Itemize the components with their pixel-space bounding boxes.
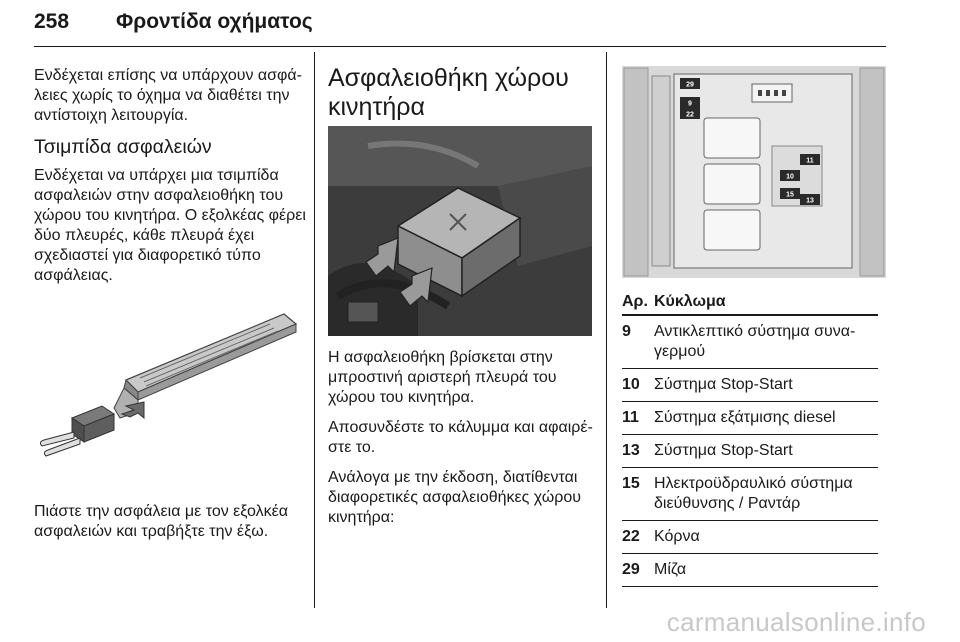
table-row	[622, 554, 878, 587]
fuse-number: 15	[622, 468, 654, 521]
left-column	[34, 66, 306, 296]
fuse-puller-heading: Τσιμπίδα ασφαλειών	[34, 136, 212, 158]
fuse-puller-illustration	[34, 300, 306, 480]
location-text: Η ασφαλειοθήκη βρίσκεται στην μπροστινή αριστερή πλευρά του χώρου του κινητήρα.	[328, 349, 557, 406]
fuse-table-wrap	[622, 292, 878, 587]
fuse-number: 22	[622, 521, 654, 554]
table-row	[622, 435, 878, 468]
table-row	[622, 315, 878, 369]
middle-heading-block	[328, 64, 596, 130]
fuse-number: 10	[622, 369, 654, 402]
fuse-label-11: 11	[806, 157, 814, 165]
engine-fusebox-heading: Ασφαλειοθήκη χώρου κινητήρα	[328, 64, 569, 121]
fuse-puller-caption: Πιάστε την ασφάλεια με τον εξολκέα ασφαλειών και τραβήξτε την έξω.	[34, 503, 289, 540]
col-circuit-header: Κύκλωμα	[654, 292, 878, 315]
left-caption-block	[34, 502, 306, 552]
page-number: 258	[34, 10, 70, 33]
circuit-name: Μίζα	[654, 554, 878, 587]
page-title: Φροντίδα οχήματος	[116, 10, 313, 33]
intro-text: Ενδέχεται επίσης να υπάρχουν ασφά- λειες χωρίς το όχημα να διαθέτει την αντίστοιχη λειτουργία.	[34, 67, 302, 124]
col-no-header: Αρ.	[622, 292, 654, 315]
circuit-name: Αντικλεπτικό σύστημα συνα- γερμού	[654, 315, 878, 369]
column-divider-left	[314, 52, 315, 608]
table-row	[622, 369, 878, 402]
fuse-label-22: 22	[686, 111, 694, 119]
circuit-name: Σύστημα εξάτμισης diesel	[654, 402, 878, 435]
fuse-number: 29	[622, 554, 654, 587]
fusebox-diagram	[622, 66, 886, 278]
table-row	[622, 521, 878, 554]
fuse-label-9: 9	[688, 100, 692, 108]
cover-text: Αποσυνδέστε το κάλυμμα και αφαιρέ- στε το.	[328, 419, 593, 456]
fuse-label-29: 29	[686, 81, 694, 89]
circuit-name: Ηλεκτροϋδραυλικό σύστημα διεύθυνσης / Ραντάρ	[654, 468, 878, 521]
fuse-number: 13	[622, 435, 654, 468]
table-row	[622, 468, 878, 521]
circuit-name: Σύστημα Stop-Start	[654, 369, 878, 402]
fuse-puller-text: Ενδέχεται να υπάρχει μια τσιμπίδα ασφαλειών στην ασφαλειοθήκη του χώρου του κινητήρα. Ο εξολκέας φέρει δύο πλευρές, κάθε πλευρά έχει σχεδιαστεί για διαφορετικό τύπο ασφάλειας.	[34, 167, 306, 284]
engine-bay-photo	[328, 126, 592, 336]
header-rule	[34, 46, 886, 47]
fuse-label-15: 15	[786, 191, 794, 199]
column-divider-right	[606, 52, 607, 608]
versions-text: Ανάλογα με την έκδοση, διατίθενται διαφορετικές ασφαλειοθήκες χώρου κινητήρα:	[328, 469, 582, 526]
fuse-table-header	[622, 292, 878, 315]
circuit-name: Κόρνα	[654, 521, 878, 554]
table-row	[622, 402, 878, 435]
fuse-label-13: 13	[806, 197, 814, 205]
fuse-number: 9	[622, 315, 654, 369]
fuse-number: 11	[622, 402, 654, 435]
fuse-table	[622, 292, 878, 587]
fuse-label-10: 10	[786, 173, 794, 181]
circuit-name: Σύστημα Stop-Start	[654, 435, 878, 468]
watermark: carmanualsonline.info	[666, 607, 926, 637]
middle-text-block	[328, 348, 598, 538]
